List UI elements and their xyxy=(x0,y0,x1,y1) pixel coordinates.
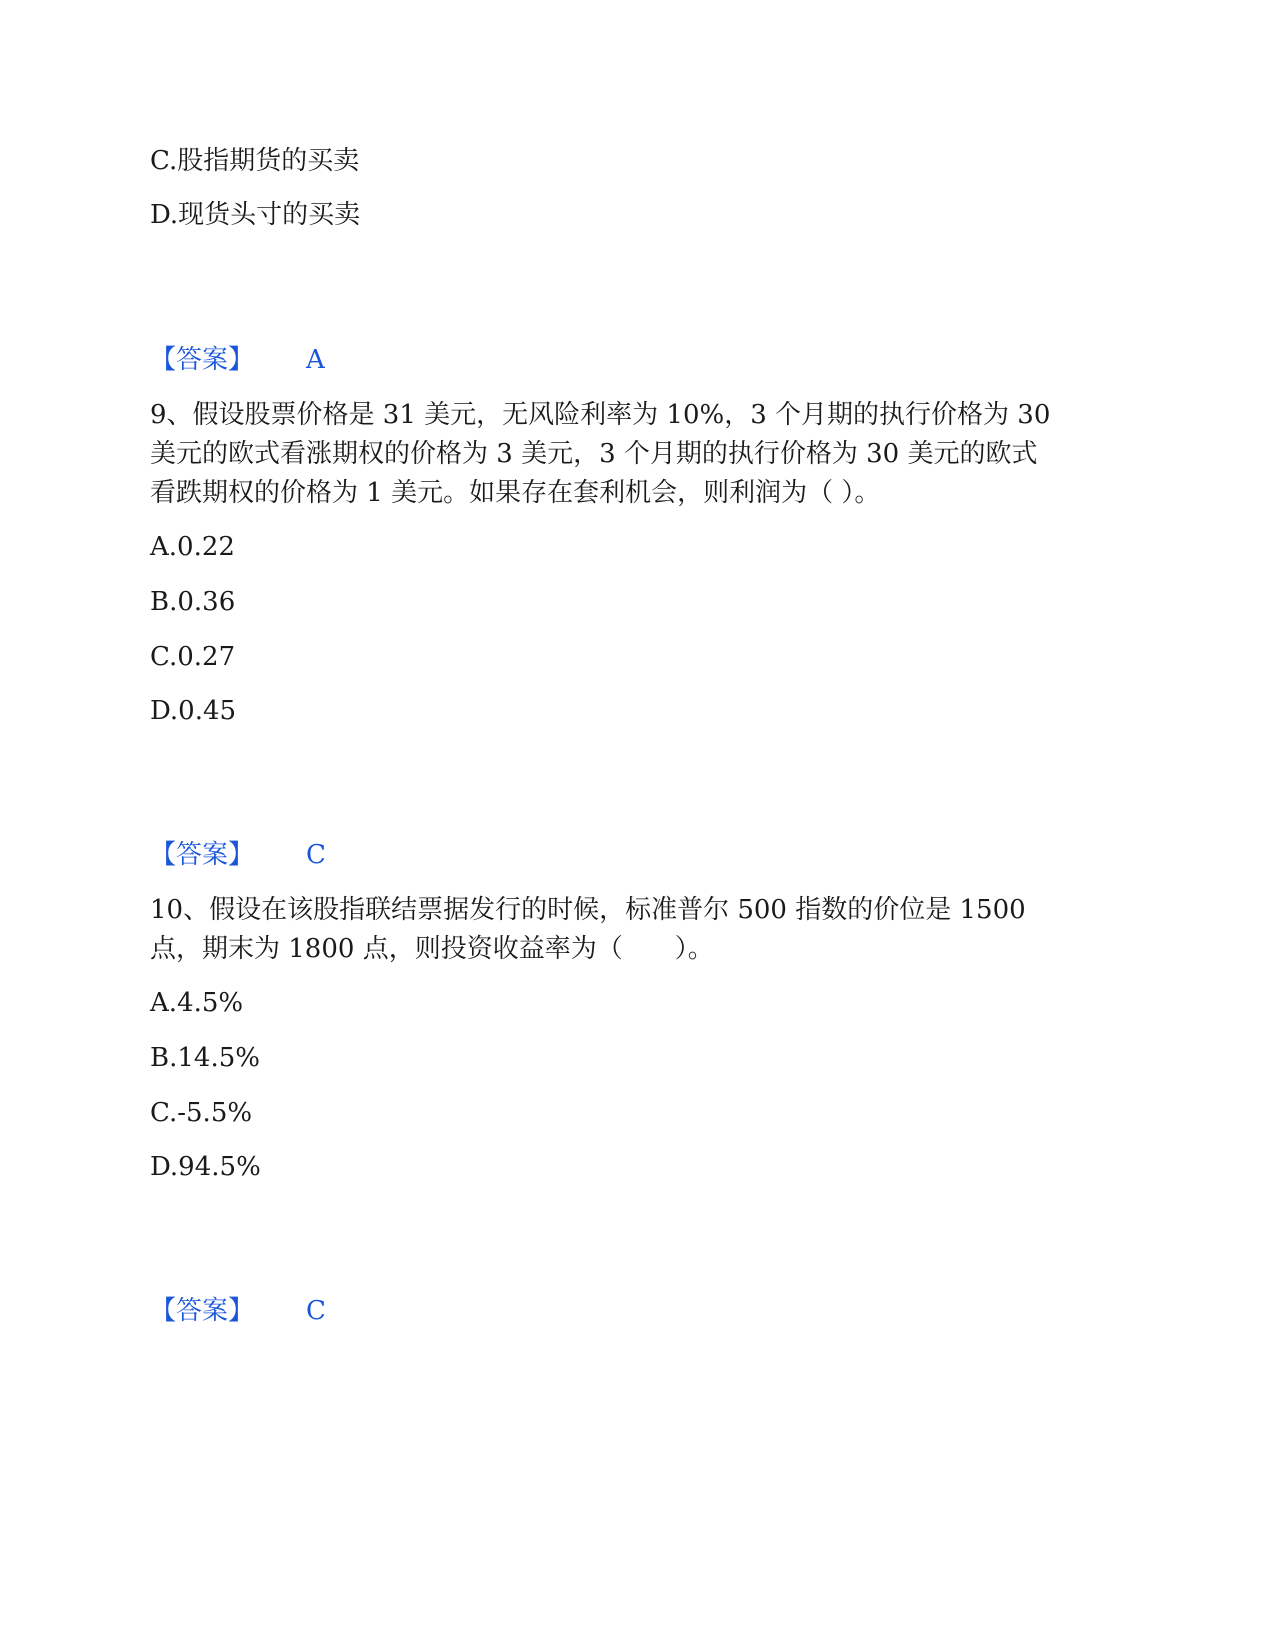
question-9-text-line-3: 看跌期权的价格为 1 美元。如果存在套利机会，则利润为（ ）。 xyxy=(150,478,881,508)
question-10-option-a: A.4.5% xyxy=(150,988,244,1018)
question-9-text-line-1: 9、假设股票价格是 31 美元，无风险利率为 10%，3 个月期的执行价格为 30 xyxy=(150,400,1051,430)
question-10-text-line-2: 点，期末为 1800 点，则投资收益率为（ ）。 xyxy=(150,934,714,964)
question-9-option-b: B.0.36 xyxy=(150,587,236,617)
answer-label: 【答案】 xyxy=(150,840,255,870)
question-10-answer-row xyxy=(150,1296,326,1326)
answer-value: C xyxy=(306,1296,326,1326)
question-9-answer-row xyxy=(150,840,326,870)
answer-label: 【答案】 xyxy=(150,345,255,375)
question-10-option-d: D.94.5% xyxy=(150,1152,261,1182)
question-10-option-b: B.14.5% xyxy=(150,1043,260,1073)
option-d: D.现货头寸的买卖 xyxy=(150,200,361,230)
option-c: C.股指期货的买卖 xyxy=(150,146,360,176)
question-9-option-a: A.0.22 xyxy=(150,532,235,562)
answer-value: A xyxy=(306,345,325,375)
question-9-text-line-2: 美元的欧式看涨期权的价格为 3 美元，3 个月期的执行价格为 30 美元的欧式 xyxy=(150,439,1038,469)
question-10-text-line-1: 10、假设在该股指联结票据发行的时候，标准普尔 500 指数的价位是 1500 xyxy=(150,895,1026,925)
answer-value: C xyxy=(306,840,326,870)
answer-row xyxy=(150,345,325,375)
answer-label: 【答案】 xyxy=(150,1296,255,1326)
question-9-option-c: C.0.27 xyxy=(150,642,236,672)
question-10-option-c: C.-5.5% xyxy=(150,1098,253,1128)
question-9-option-d: D.0.45 xyxy=(150,696,237,726)
